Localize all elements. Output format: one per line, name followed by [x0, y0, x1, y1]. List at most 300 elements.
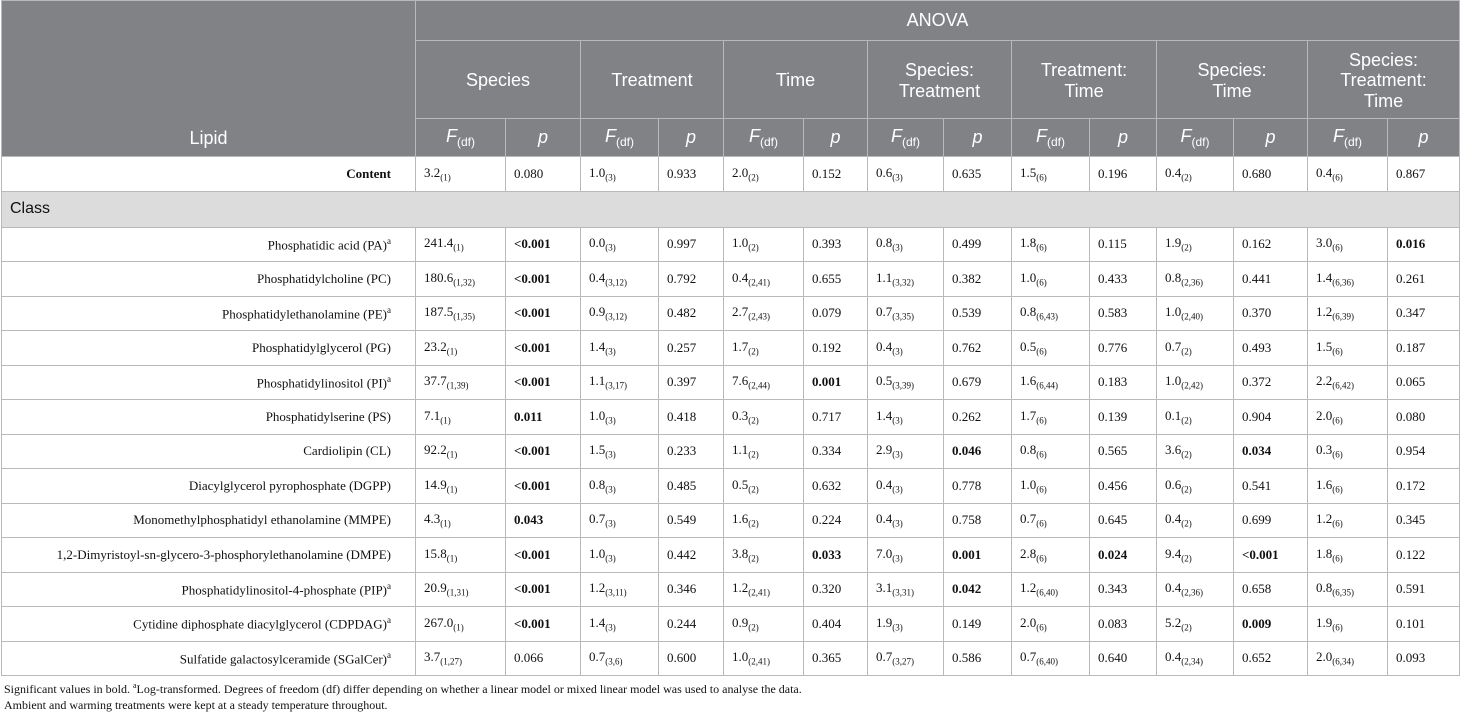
df-value: (3,11) [605, 588, 627, 599]
f-value-cell [1012, 572, 1090, 607]
lipid-name-text: Content [346, 165, 391, 181]
df-value: (3) [605, 415, 616, 426]
f-value: 0.6 [876, 164, 893, 180]
p-value-header [944, 119, 1012, 157]
p-value-cell: 0.586 [944, 641, 1012, 676]
p-value-cell: 0.565 [1090, 434, 1157, 469]
p-value-cell: 0.183 [1090, 365, 1157, 400]
f-value: 0.0 [589, 235, 606, 251]
p-value-cell: 0.393 [804, 227, 868, 262]
p-label: p [1265, 127, 1276, 148]
lipid-name [2, 296, 416, 331]
df-value: (6) [1036, 622, 1047, 633]
df-value: (6) [1036, 346, 1047, 357]
df-value: (2,40) [1181, 312, 1203, 323]
lipid-name [2, 262, 416, 297]
f-value-cell [724, 641, 804, 676]
lipid-name [2, 469, 416, 504]
f-value: 0.8 [589, 476, 606, 492]
f-value: 1.0 [1020, 476, 1037, 492]
lipid-name [2, 157, 416, 192]
lipid-name [2, 227, 416, 262]
f-value: 1.6 [1020, 373, 1037, 389]
p-value-cell: 0.192 [804, 331, 868, 366]
f-value-cell [581, 469, 659, 504]
f-value: 0.4 [1165, 649, 1182, 665]
log-transformed-marker: a [387, 373, 391, 384]
f-value-cell [1157, 503, 1234, 538]
df-value: (3) [892, 519, 903, 530]
f-stat-header [724, 119, 804, 157]
lipid-name [2, 365, 416, 400]
f-value: 15.8 [424, 545, 447, 561]
lipid-name [2, 538, 416, 573]
f-value: 1.4 [876, 407, 893, 423]
lipid-name-text: Phosphatidylcholine (PC) [257, 270, 391, 286]
lipid-column-header: Lipid [2, 1, 416, 157]
f-label: F [1036, 125, 1047, 146]
f-value: 1.2 [1020, 580, 1037, 596]
p-value-cell: 0.397 [659, 365, 724, 400]
p-value-cell: <0.001 [506, 538, 581, 573]
p-value-cell: 0.762 [944, 331, 1012, 366]
table-row [2, 227, 1460, 262]
p-value-cell: 0.043 [506, 503, 581, 538]
df-value: (3) [605, 346, 616, 357]
f-value-cell [1157, 296, 1234, 331]
df-value: (3,32) [892, 277, 914, 288]
p-value-header [1234, 119, 1308, 157]
p-label: p [830, 127, 841, 148]
f-stat-header [581, 119, 659, 157]
class-section-row [2, 191, 1460, 227]
effect-header-line: Time [1212, 80, 1252, 101]
log-transformed-marker: a [387, 615, 391, 626]
lipid-name [2, 331, 416, 366]
p-value-cell: <0.001 [506, 572, 581, 607]
f-value-cell [1308, 607, 1388, 642]
p-value-cell: 0.262 [944, 400, 1012, 435]
f-value-cell [416, 157, 506, 192]
f-stat-header [868, 119, 944, 157]
f-value: 1.6 [1316, 476, 1333, 492]
footnote-marker: a [132, 681, 137, 690]
p-value-cell: 0.640 [1090, 641, 1157, 676]
f-value-cell [581, 641, 659, 676]
f-value: 0.4 [732, 269, 749, 285]
f-value-cell [416, 641, 506, 676]
df-value: (3) [605, 243, 616, 254]
p-value-cell: 0.093 [1388, 641, 1460, 676]
table-row [2, 365, 1460, 400]
df-value: (6) [1036, 415, 1047, 426]
df-value: (3) [605, 519, 616, 530]
p-value-cell: <0.001 [506, 227, 581, 262]
f-value: 0.3 [1316, 442, 1333, 458]
df-value: (1) [446, 450, 458, 461]
p-value-cell: 0.101 [1388, 607, 1460, 642]
effect-header-line: Species [465, 70, 531, 91]
f-value: 0.4 [876, 338, 893, 354]
f-value: 1.9 [876, 614, 893, 630]
f-value-cell [1012, 538, 1090, 573]
f-value-cell [581, 434, 659, 469]
effect-header [1157, 41, 1308, 119]
df-value: (2) [1181, 553, 1192, 564]
p-value-cell: <0.001 [506, 296, 581, 331]
f-value-cell [1157, 331, 1234, 366]
f-value-cell [416, 365, 506, 400]
df-label: (df) [1191, 134, 1210, 149]
f-value: 241.4 [424, 235, 454, 251]
f-value: 1.6 [732, 511, 749, 527]
p-value-header [1388, 119, 1460, 157]
footnote-line-1 [4, 681, 1460, 697]
df-value: (6) [1036, 450, 1047, 461]
f-value: 2.0 [1316, 649, 1333, 665]
df-value: (1,27) [440, 657, 462, 668]
f-value-cell [1012, 400, 1090, 435]
p-value-cell: 0.549 [659, 503, 724, 538]
f-label: F [1333, 125, 1344, 146]
df-value: (1) [446, 553, 458, 564]
f-value: 0.7 [589, 649, 606, 665]
f-value-cell [868, 503, 944, 538]
p-value-cell: 0.224 [804, 503, 868, 538]
footnote-log-note: Log-transformed. Degrees of freedom (df) differ depending on whether a linear model or mixed linear model was used to analyse the data. [136, 682, 802, 696]
effect-header-line: Time [1363, 90, 1404, 111]
f-value-cell [724, 572, 804, 607]
f-value-cell [868, 331, 944, 366]
f-value: 2.2 [1316, 373, 1333, 389]
f-value-cell [724, 227, 804, 262]
f-value: 1.0 [732, 235, 749, 251]
df-value: (6,43) [1036, 312, 1058, 323]
f-value: 7.6 [732, 373, 749, 389]
f-value: 0.4 [876, 476, 893, 492]
df-value: (6) [1332, 519, 1343, 530]
f-value: 1.2 [589, 580, 606, 596]
footnote-significance: Significant values in bold. [4, 682, 133, 696]
p-value-cell: 0.079 [804, 296, 868, 331]
df-value: (6,39) [1332, 312, 1354, 323]
df-value: (3,39) [892, 381, 914, 392]
f-value: 0.6 [1165, 476, 1182, 492]
f-value: 0.3 [732, 407, 749, 423]
f-value-cell [1308, 227, 1388, 262]
df-value: (1,35) [453, 312, 475, 323]
effect-header-line: Treatment [611, 70, 693, 91]
f-value-cell [724, 365, 804, 400]
f-value-cell [581, 503, 659, 538]
p-value-cell: 0.433 [1090, 262, 1157, 297]
f-value: 1.2 [1316, 304, 1333, 320]
f-value: 0.5 [1020, 338, 1037, 354]
p-value-cell: 0.456 [1090, 469, 1157, 504]
f-value: 1.0 [1020, 269, 1037, 285]
df-label: (df) [616, 134, 634, 149]
f-value: 1.5 [589, 442, 606, 458]
f-value-cell [868, 607, 944, 642]
f-value: 2.0 [1020, 614, 1037, 630]
p-value-cell: 0.046 [944, 434, 1012, 469]
f-value-cell [416, 607, 506, 642]
f-value-cell [1012, 607, 1090, 642]
df-value: (6) [1036, 484, 1047, 495]
f-value-cell [581, 365, 659, 400]
f-value-cell [724, 538, 804, 573]
df-value: (6,36) [1332, 277, 1354, 288]
f-label: F [749, 125, 760, 146]
f-value-cell [724, 157, 804, 192]
df-value: (2) [1181, 415, 1192, 426]
f-value-cell [868, 641, 944, 676]
f-label: F [605, 125, 616, 146]
df-value: (2) [748, 415, 759, 426]
f-value-cell [416, 572, 506, 607]
f-value-cell [581, 572, 659, 607]
lipid-name-text: Phosphatidylglycerol (PG) [251, 339, 391, 355]
effect-header [581, 41, 724, 119]
df-value: (3,12) [605, 312, 627, 323]
df-value: (6) [1332, 346, 1343, 357]
df-value: (2,41) [748, 657, 770, 668]
f-stat-header [416, 119, 506, 157]
df-value: (2) [748, 553, 759, 564]
p-value-cell: 0.382 [944, 262, 1012, 297]
p-value-cell: 0.042 [944, 572, 1012, 607]
df-value: (3) [892, 243, 903, 254]
f-value: 1.0 [589, 545, 606, 561]
p-value-cell: 0.680 [1234, 157, 1308, 192]
f-value: 5.2 [1165, 614, 1182, 630]
f-value-cell [416, 538, 506, 573]
f-value: 1.2 [732, 580, 749, 596]
df-value: (2,42) [1181, 381, 1203, 392]
df-value: (6) [1332, 172, 1343, 183]
table-row [2, 331, 1460, 366]
f-value-cell [724, 400, 804, 435]
p-value-cell: 0.485 [659, 469, 724, 504]
table-row [2, 262, 1460, 297]
df-value: (3,17) [605, 381, 627, 392]
f-value: 0.8 [1165, 269, 1182, 285]
lipid-name-text: Sulfatide galactosylceramide (SGalCer) [179, 650, 387, 666]
f-value-cell [868, 469, 944, 504]
table-row [2, 538, 1460, 573]
lipid-name-text: Cardiolipin (CL) [303, 443, 391, 459]
table-row [2, 607, 1460, 642]
p-value-cell: 0.162 [1234, 227, 1308, 262]
df-value: (3) [605, 450, 616, 461]
df-value: (6) [1332, 450, 1343, 461]
f-value-cell [1012, 365, 1090, 400]
f-value: 0.7 [1020, 649, 1037, 665]
anova-table [1, 0, 1460, 676]
df-value: (6,34) [1332, 657, 1354, 668]
p-value-cell: 0.404 [804, 607, 868, 642]
f-value-cell [1157, 365, 1234, 400]
lipid-name [2, 400, 416, 435]
f-value-cell [1012, 641, 1090, 676]
log-transformed-marker: a [387, 580, 391, 591]
df-value: (2) [748, 450, 759, 461]
df-value: (3,27) [892, 657, 914, 668]
p-value-cell: 0.261 [1388, 262, 1460, 297]
f-value: 0.1 [1165, 407, 1182, 423]
df-value: (3,6) [605, 657, 623, 668]
p-value-cell: 0.499 [944, 227, 1012, 262]
f-value: 1.9 [1316, 614, 1333, 630]
f-value: 0.9 [589, 304, 606, 320]
f-value: 0.8 [1020, 442, 1037, 458]
p-value-cell: 0.034 [1234, 434, 1308, 469]
f-value: 20.9 [424, 580, 447, 596]
f-value: 3.7 [424, 649, 441, 665]
f-value-cell [1308, 572, 1388, 607]
lipid-name-text: Phosphatidylinositol-4-phosphate (PIP) [181, 581, 387, 597]
df-value: (3) [605, 484, 616, 495]
df-value: (2,34) [1181, 657, 1203, 668]
f-value: 1.4 [589, 614, 606, 630]
df-value: (2,36) [1181, 588, 1203, 599]
p-value-cell: 0.149 [944, 607, 1012, 642]
effect-header-line: Species: [1348, 50, 1419, 71]
f-value-cell [581, 331, 659, 366]
class-section-label: Class [2, 191, 1460, 227]
f-value-cell [1157, 227, 1234, 262]
p-value-cell: 0.541 [1234, 469, 1308, 504]
f-value: 1.8 [1020, 235, 1037, 251]
df-value: (6) [1332, 553, 1343, 564]
df-value: (2) [1181, 450, 1192, 461]
df-value: (3) [605, 622, 616, 633]
p-value-cell: 0.679 [944, 365, 1012, 400]
df-value: (6) [1036, 519, 1047, 530]
p-value-cell: 0.655 [804, 262, 868, 297]
f-value: 2.7 [732, 304, 749, 320]
f-value-cell [868, 227, 944, 262]
f-value: 187.5 [424, 304, 454, 320]
f-value: 0.4 [1165, 511, 1182, 527]
p-value-cell: 0.441 [1234, 262, 1308, 297]
f-value-cell [724, 331, 804, 366]
p-value-cell: 0.033 [804, 538, 868, 573]
f-value: 0.8 [876, 235, 893, 251]
df-value: (1,39) [446, 381, 469, 392]
p-value-cell: 0.016 [1388, 227, 1460, 262]
lipid-name-text: Phosphatidylethanolamine (PE) [221, 305, 387, 321]
f-value-cell [1012, 469, 1090, 504]
f-value: 1.2 [1316, 511, 1333, 527]
f-value-cell [416, 262, 506, 297]
f-value: 1.7 [1020, 407, 1037, 423]
f-value: 9.4 [1165, 545, 1182, 561]
f-value-cell [724, 296, 804, 331]
p-value-cell: 0.418 [659, 400, 724, 435]
f-value: 0.7 [1020, 511, 1037, 527]
lipid-name-text: Monomethylphosphatidyl ethanolamine (MMPE) [133, 512, 391, 528]
p-value-cell: 0.699 [1234, 503, 1308, 538]
f-value-cell [1012, 434, 1090, 469]
f-value-cell [868, 400, 944, 435]
f-value-cell [1308, 400, 1388, 435]
p-value-cell: 0.867 [1388, 157, 1460, 192]
df-value: (3) [605, 553, 616, 564]
f-value-cell [1157, 572, 1234, 607]
df-value: (6) [1036, 553, 1047, 564]
p-value-cell: 0.187 [1388, 331, 1460, 366]
p-value-cell: 0.011 [506, 400, 581, 435]
f-value-cell [1012, 331, 1090, 366]
f-value-cell [868, 434, 944, 469]
f-value-cell [1157, 157, 1234, 192]
f-value: 0.8 [1020, 304, 1037, 320]
f-label: F [891, 125, 902, 146]
f-value: 0.7 [876, 304, 893, 320]
df-value: (2,43) [748, 312, 770, 323]
p-value-cell: 0.024 [1090, 538, 1157, 573]
f-value-cell [868, 538, 944, 573]
f-value-cell [1157, 400, 1234, 435]
f-value: 1.4 [1316, 269, 1333, 285]
p-value-cell: 0.066 [506, 641, 581, 676]
df-value: (6) [1332, 484, 1343, 495]
f-value: 3.6 [1165, 442, 1182, 458]
df-value: (3,12) [605, 277, 627, 288]
f-value: 1.5 [1020, 164, 1037, 180]
f-value-cell [581, 157, 659, 192]
p-value-header [1090, 119, 1157, 157]
p-label: p [1117, 127, 1128, 148]
df-value: (3) [605, 172, 616, 183]
p-value-header [659, 119, 724, 157]
p-value-cell: 0.442 [659, 538, 724, 573]
p-value-cell: 0.009 [1234, 607, 1308, 642]
table-footnote [0, 676, 1460, 713]
table-row [2, 572, 1460, 607]
p-value-header [506, 119, 581, 157]
p-value-cell: 0.122 [1388, 538, 1460, 573]
f-value: 7.1 [424, 407, 441, 423]
f-value-cell [1308, 538, 1388, 573]
f-value: 1.1 [732, 442, 749, 458]
df-value: (6,42) [1332, 381, 1354, 392]
f-value-cell [581, 400, 659, 435]
p-value-cell: <0.001 [506, 469, 581, 504]
effect-header-line: Treatment: [1040, 60, 1128, 81]
log-transformed-marker: a [387, 235, 391, 246]
p-value-cell: 0.933 [659, 157, 724, 192]
f-value: 3.8 [732, 545, 749, 561]
f-value-cell [416, 227, 506, 262]
df-value: (2) [748, 172, 759, 183]
effect-header-line: Species: [1197, 60, 1267, 81]
p-value-cell: 0.583 [1090, 296, 1157, 331]
p-value-header [804, 119, 868, 157]
lipid-name [2, 572, 416, 607]
f-value-cell [868, 296, 944, 331]
p-value-cell: 0.372 [1234, 365, 1308, 400]
f-value: 1.0 [732, 649, 749, 665]
df-value: (6) [1332, 415, 1343, 426]
p-label: p [972, 127, 983, 148]
df-value: (6,40) [1036, 588, 1058, 599]
f-value: 1.0 [1165, 373, 1182, 389]
f-value-cell [1012, 227, 1090, 262]
f-stat-header [1012, 119, 1090, 157]
df-value: (1) [446, 484, 458, 495]
